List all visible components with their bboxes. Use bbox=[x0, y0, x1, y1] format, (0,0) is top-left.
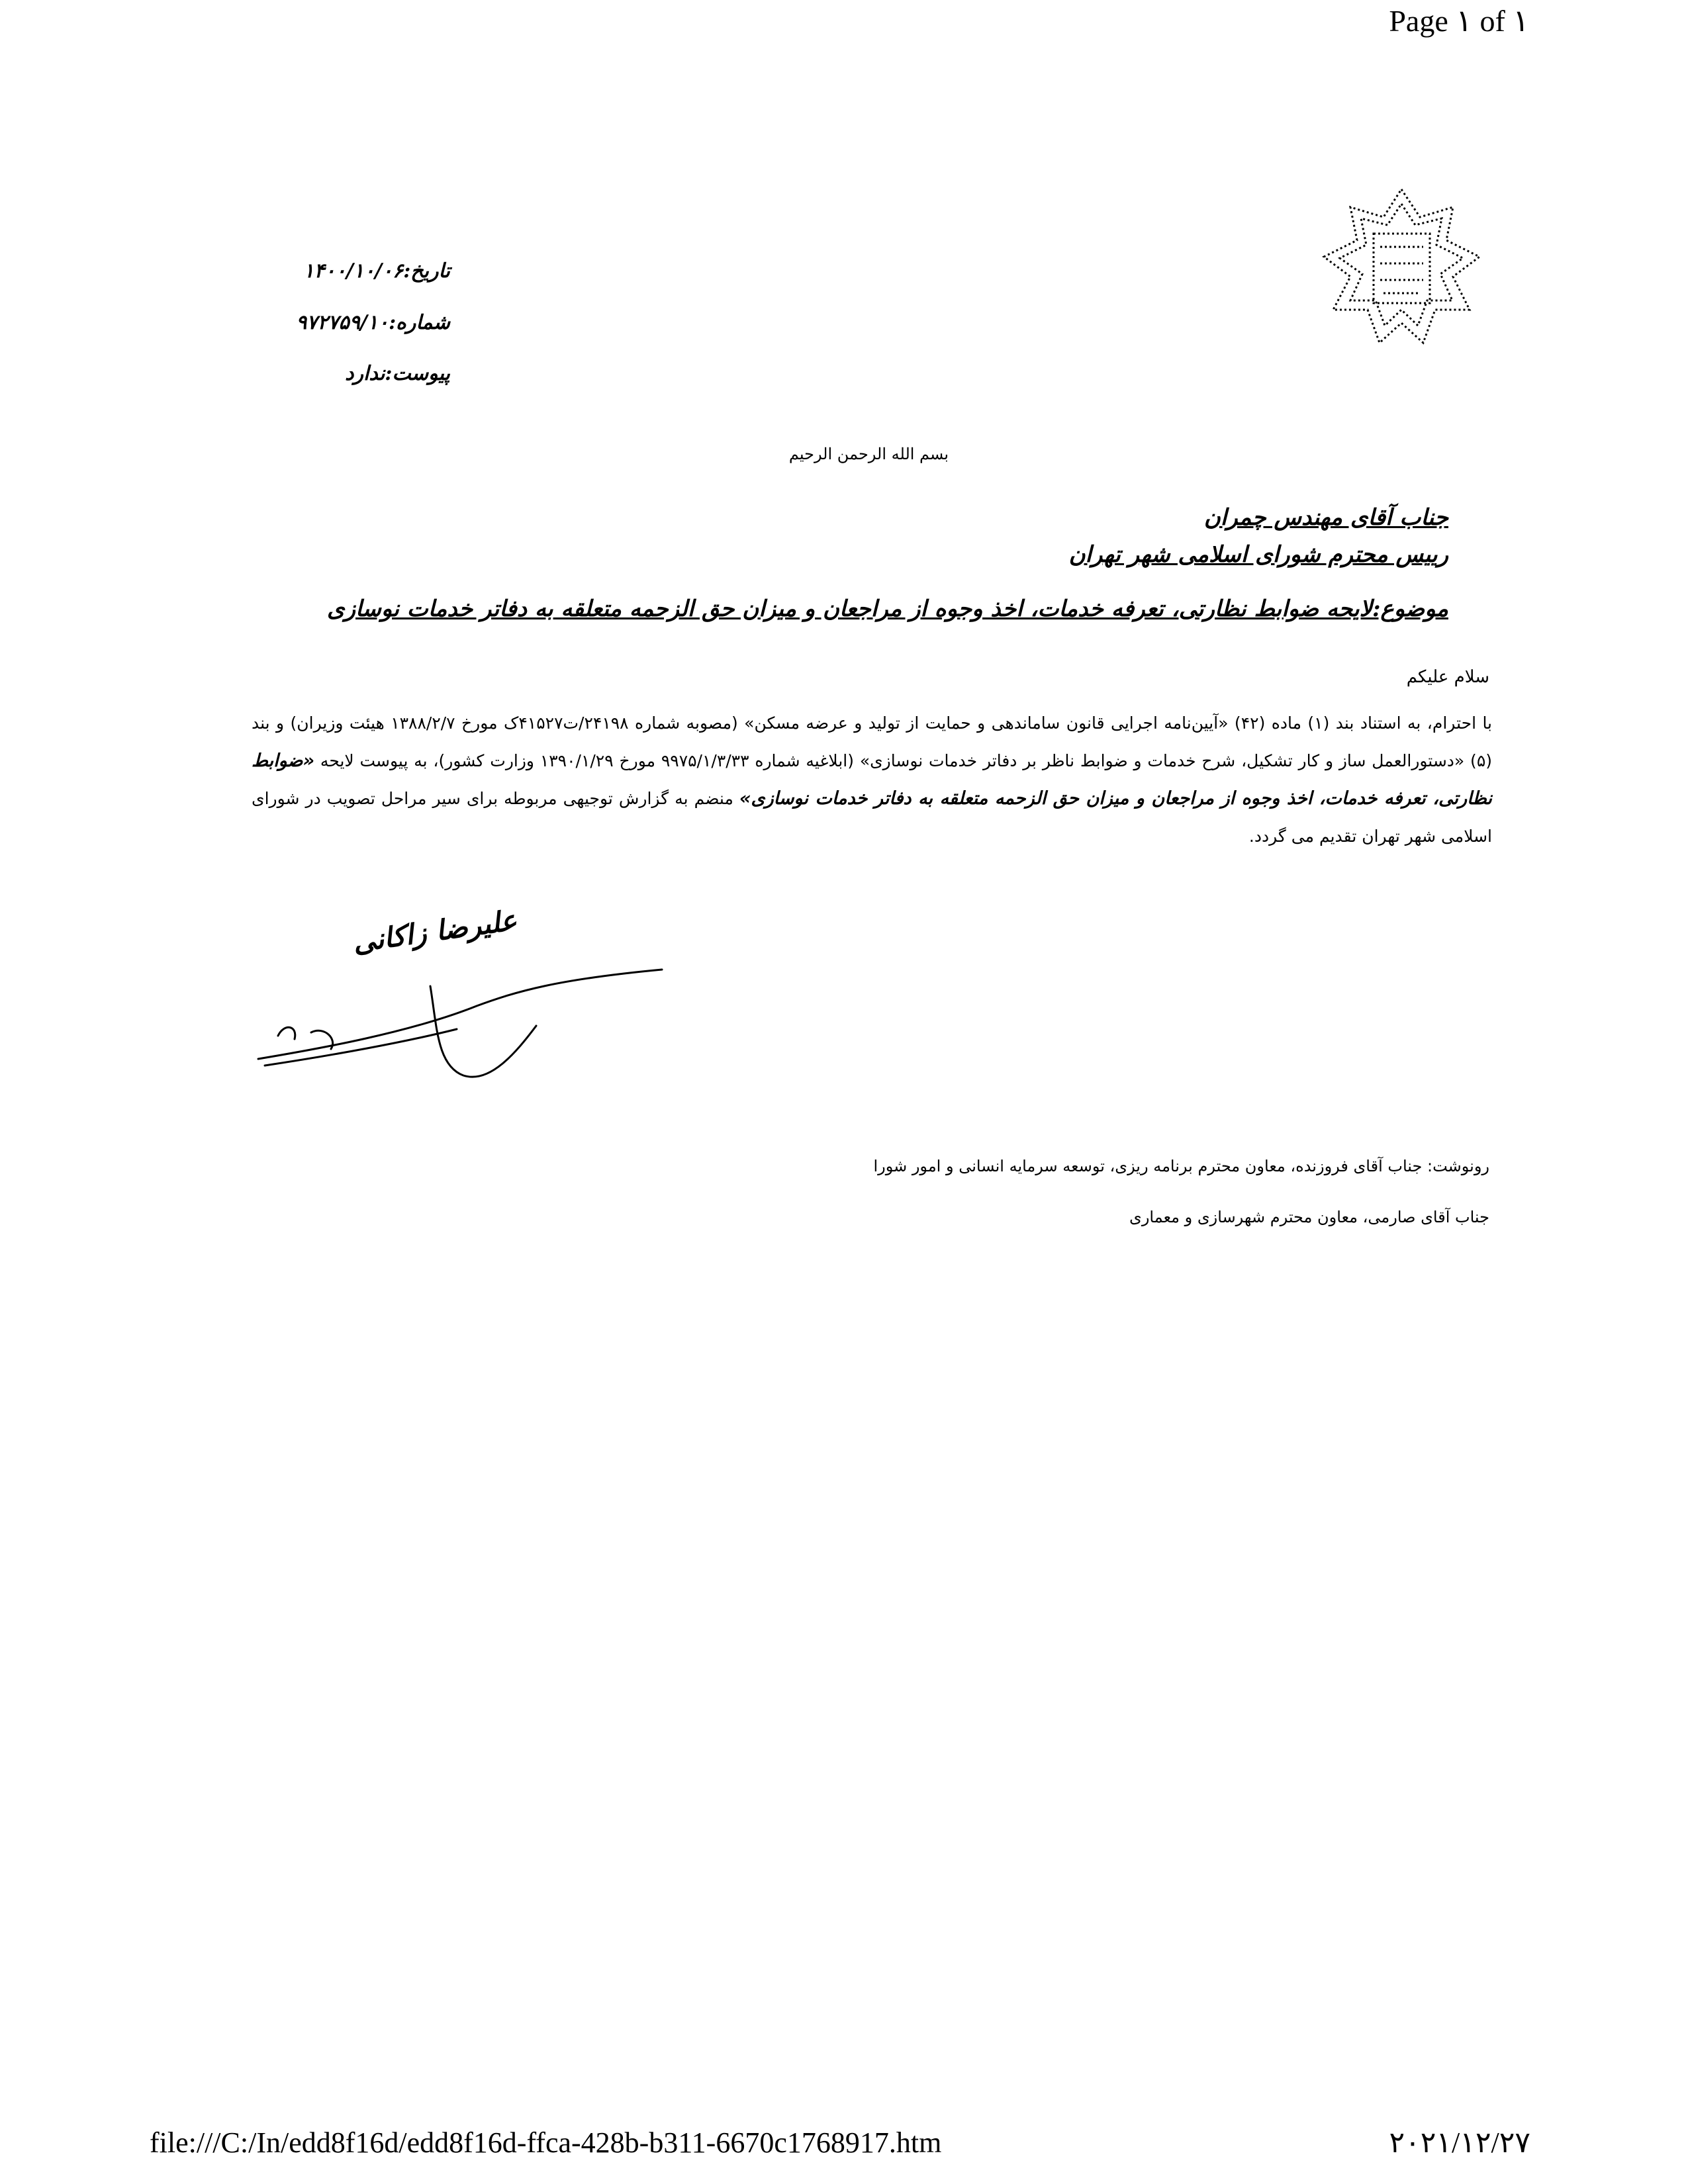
letter-date: تاریخ:۱۴۰۰/۱۰/۰۶ bbox=[303, 259, 450, 283]
cc-line-2: جناب آقای صارمی، معاون محترم شهرسازی و معماری bbox=[1129, 1208, 1489, 1226]
footer-file-path: file:///C:/In/edd8f16d/edd8f16d-ffca-428b-b311-6670c1768917.htm bbox=[150, 2126, 942, 2159]
body-text-2: منضم به گزارش توجیهی مربوطه برای سیر مراحل تصویب در شورای اسلامی شهر تهران تقدیم می گردد. bbox=[252, 789, 1492, 846]
body-text-1: با احترام، به استناد بند (۱) ماده (۴۲) «آیین‌نامه اجرایی قانون ساماندهی و حمایت از تولید و عرضه مسکن» (مصوبه شماره ۲۴۱۹۸/ت۴۱۵۲۷ک مورخ ۱۳۸۸/۲/۷ هیئت وزیران) و بند (۵) «دستورالعمل ساز و کار تشکیل، شرح خدمات و ضوابط ناظر بر دفاتر خدمات نوسازی» (ابلاغیه شماره ۹۹۷۵/۱/۳/۳۳ مورخ ۱۳۹۰/۱/۲۹ وزارت کشور)، به پیوست لایحه bbox=[252, 713, 1493, 770]
subject-line: موضوع:لایحه ضوابط نظارتی، تعرفه خدمات، اخذ وجوه از مراجعان و میزان حق الزحمه متعلقه به دفاتر خدمات نوسازی bbox=[327, 596, 1448, 622]
greeting: سلام علیکم bbox=[1406, 667, 1489, 687]
body-paragraph bbox=[252, 704, 1492, 855]
body-bold-title: «ضوابط نظارتی، تعرفه خدمات، اخذ وجوه از مراجعان و میزان حق الزحمه متعلقه به دفاتر خدمات نوسازی» bbox=[252, 751, 1493, 809]
letter-number: شماره:۹۷۲۷۵۹/۱۰ bbox=[296, 311, 450, 334]
bismillah: بسم الله الرحمن الرحیم bbox=[788, 445, 949, 463]
letter-attachment: پیوست:ندارد bbox=[345, 362, 450, 385]
tehran-municipality-logo-icon bbox=[1311, 184, 1493, 353]
recipient-title: رییس محترم شورای اسلامی شهر تهران bbox=[1068, 541, 1448, 568]
page-number: Page ١ of ١ bbox=[1389, 4, 1529, 38]
cc-line-1: رونوشت: جناب آقای فروزنده، معاون محترم برنامه ریزی، توسعه سرمایه انسانی و امور شورا bbox=[873, 1157, 1489, 1175]
footer-date: ۲۰۲۱/۱۲/۲۷ bbox=[1389, 2126, 1530, 2159]
recipient-name: جناب آقای مهندس چمران bbox=[1203, 504, 1448, 531]
signature-name: علیرضا زاکانی bbox=[351, 903, 519, 959]
